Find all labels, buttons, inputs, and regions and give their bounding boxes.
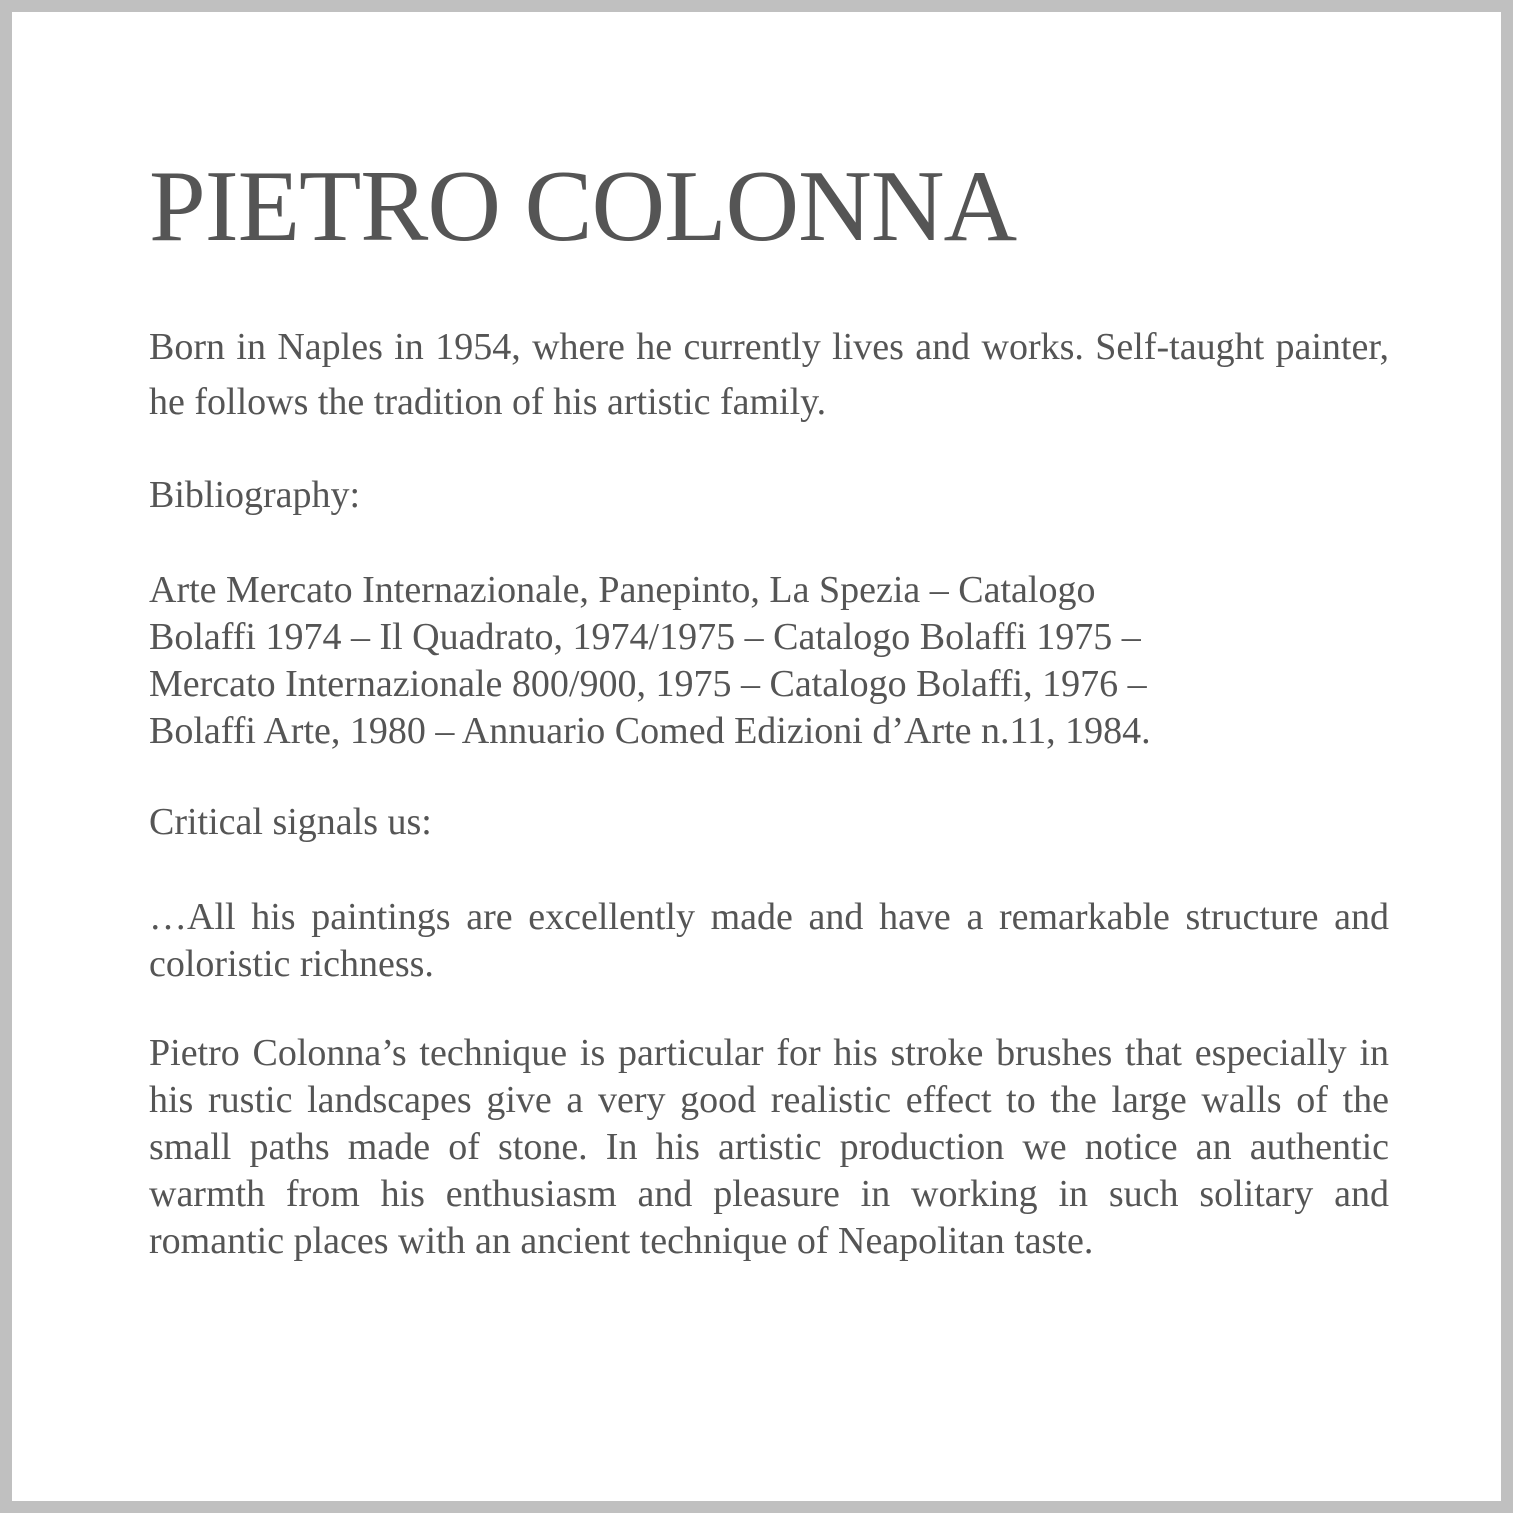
bibliography-label: Bibliography: [149, 474, 361, 516]
critic-quote-paragraph: …All his paintings are excellently made and have a remarkable structure and coloristic richness. [149, 896, 1389, 985]
bibliography-line: Mercato Internazionale 800/900, 1975 – Catalogo Bolaffi, 1976 – [149, 663, 1147, 705]
technique-paragraph: Pietro Colonna’s technique is particular for his stroke brushes that especially in his rustic landscapes give a very good realistic effect to the large walls of the small paths made of stone. In his artistic production we notice an authentic warmth from his enthusiasm and pleasure in working in such solitary and romantic places with an ancient technique of Neapolitan taste. [149, 1032, 1389, 1262]
biography-paragraph: Born in Naples in 1954, where he currently lives and works. Self-taught painter, he follows the tradition of his artistic family. [149, 326, 1389, 423]
critical-label: Critical signals us: [149, 801, 432, 843]
artist-name-title: PIETRO COLONNA [149, 150, 1017, 263]
bibliography-line: Bolaffi 1974 – Il Quadrato, 1974/1975 – Catalogo Bolaffi 1975 – [149, 616, 1141, 658]
bibliography-list [149, 567, 1389, 755]
bibliography-line: Bolaffi Arte, 1980 – Annuario Comed Edizioni d’Arte n.11, 1984. [149, 710, 1151, 752]
bibliography-line: Arte Mercato Internazionale, Panepinto, La Spezia – Catalogo [149, 569, 1096, 611]
